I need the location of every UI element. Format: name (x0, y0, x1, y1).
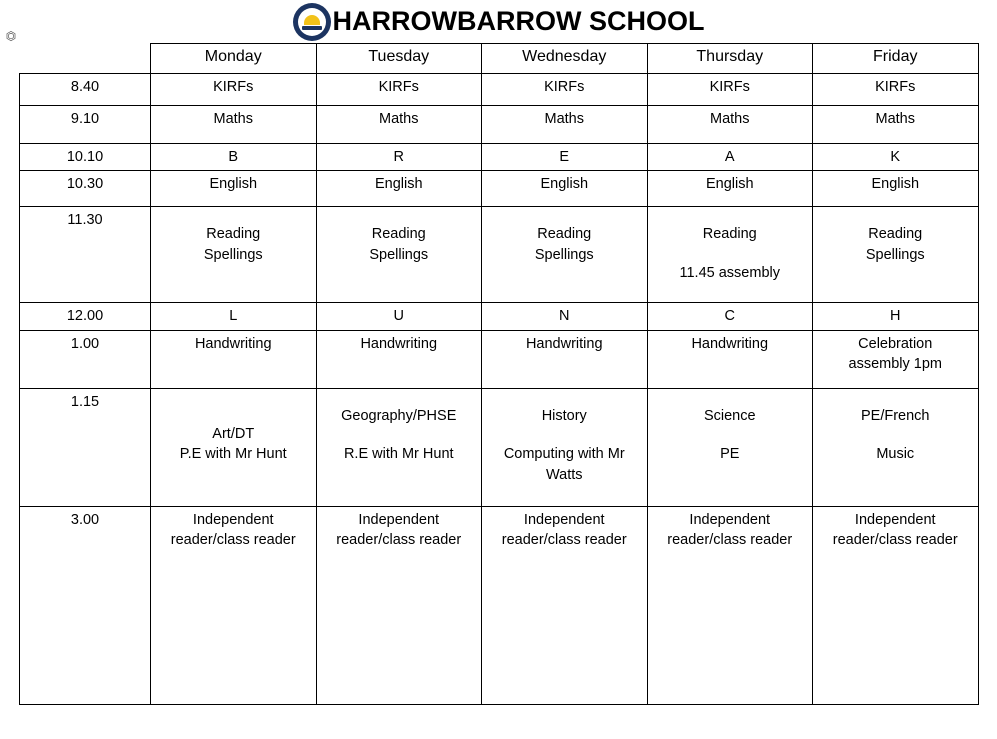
cell-text-line: History (541, 407, 587, 424)
timetable-cell[interactable] (151, 207, 317, 303)
timetable-header-row (20, 44, 979, 74)
timetable-row (20, 105, 979, 143)
cell-content (652, 210, 809, 283)
cell-content (155, 77, 312, 98)
cell-text-line: H (890, 308, 901, 325)
cell-text-line: KIRFs (378, 78, 419, 95)
cell-content (817, 109, 974, 130)
cell-text-line: Computing with Mr Watts (503, 446, 625, 484)
cell-text-line: Geography/PHSE (341, 407, 457, 424)
timetable-row (20, 506, 979, 704)
timetable-cell[interactable] (647, 73, 813, 105)
timetable-cell[interactable] (482, 143, 648, 171)
cell-text-line: P.E with Mr Hunt (179, 446, 287, 463)
cell-text-line: C (724, 308, 735, 325)
cell-text-line: Reading (702, 226, 757, 243)
cell-text-line: L (229, 308, 238, 325)
time-slot-label: 11.30 (20, 207, 151, 303)
document-header (0, 0, 997, 43)
timetable-cell[interactable] (151, 330, 317, 388)
timetable-cell[interactable] (647, 303, 813, 331)
cell-content (486, 334, 643, 355)
cell-text-line: English (540, 176, 589, 193)
timetable-cell[interactable] (482, 330, 648, 388)
cell-text-line: Independent reader/class reader (336, 511, 462, 549)
timetable-row (20, 330, 979, 388)
cell-content (321, 109, 478, 130)
day-header-friday: Friday (813, 44, 979, 74)
cell-content (321, 510, 478, 551)
timetable-cell[interactable] (482, 506, 648, 704)
cell-text-line: Independent reader/class reader (170, 511, 296, 549)
cell-spacer (817, 426, 974, 444)
cell-text-line: KIRFs (709, 78, 750, 95)
timetable-cell[interactable] (316, 330, 482, 388)
cell-content (486, 210, 643, 265)
day-header-tuesday: Tuesday (316, 44, 482, 74)
cell-text-line: K (890, 148, 901, 165)
cell-content (652, 174, 809, 195)
timetable-cell[interactable] (647, 388, 813, 506)
timetable-cell[interactable] (813, 388, 979, 506)
cell-content (321, 174, 478, 195)
time-slot-label: 1.15 (20, 388, 151, 506)
timetable-cell[interactable] (813, 506, 979, 704)
cell-content (321, 147, 478, 168)
timetable-corner-cell (20, 44, 151, 74)
cell-text-line: English (871, 176, 920, 193)
table-move-handle-icon[interactable]: ⏣ (5, 29, 17, 43)
cell-text-line: Maths (379, 110, 419, 127)
timetable-cell[interactable] (647, 506, 813, 704)
cell-text-line: U (393, 308, 404, 325)
timetable-cell[interactable] (316, 105, 482, 143)
timetable-cell[interactable] (647, 330, 813, 388)
day-header-thursday: Thursday (647, 44, 813, 74)
time-slot-label: 8.40 (20, 73, 151, 105)
timetable-cell[interactable] (647, 171, 813, 207)
timetable-row (20, 143, 979, 171)
timetable-row (20, 73, 979, 105)
cell-text-line: KIRFs (875, 78, 916, 95)
timetable-cell[interactable] (482, 207, 648, 303)
timetable-cell[interactable] (813, 143, 979, 171)
day-header-wednesday: Wednesday (482, 44, 648, 74)
timetable-cell[interactable] (151, 73, 317, 105)
cell-text-line: Maths (710, 110, 750, 127)
cell-text-line: PE (720, 446, 740, 463)
timetable-cell[interactable] (316, 388, 482, 506)
time-slot-label: 9.10 (20, 105, 151, 143)
cell-text-line: N (559, 308, 570, 325)
cell-text-line: Reading (206, 226, 261, 243)
timetable-cell[interactable] (316, 506, 482, 704)
timetable-cell[interactable] (316, 303, 482, 331)
cell-content (486, 77, 643, 98)
cell-text-line: KIRFs (544, 78, 585, 95)
cell-content (155, 147, 312, 168)
cell-spacer (155, 406, 312, 424)
time-slot-label: 10.30 (20, 171, 151, 207)
cell-text-line: Spellings (369, 246, 429, 263)
timetable-cell[interactable] (647, 105, 813, 143)
cell-text-line: Independent reader/class reader (667, 511, 793, 549)
cell-text-line: assembly 1pm (848, 356, 942, 373)
timetable-cell[interactable] (151, 171, 317, 207)
cell-content (321, 210, 478, 265)
timetable-row (20, 207, 979, 303)
cell-content (652, 306, 809, 327)
cell-content (652, 510, 809, 551)
timetable-cell[interactable] (316, 207, 482, 303)
cell-text-line: 11.45 assembly (679, 264, 780, 281)
timetable-body (20, 73, 979, 704)
cell-content (155, 306, 312, 327)
cell-text-line: E (559, 148, 570, 165)
day-header-monday: Monday (151, 44, 317, 74)
cell-text-line: B (228, 148, 239, 165)
cell-text-line: Science (703, 407, 756, 424)
cell-content (321, 392, 478, 465)
cell-text-line: Celebration (858, 335, 933, 352)
cell-text-line: R (393, 148, 404, 165)
cell-content (486, 306, 643, 327)
cell-spacer (486, 426, 643, 444)
cell-content (652, 109, 809, 130)
cell-text-line: Spellings (203, 246, 263, 263)
cell-text-line: A (724, 148, 735, 165)
cell-text-line: Music (876, 446, 915, 463)
cell-text-line: Reading (537, 226, 592, 243)
cell-content (817, 210, 974, 265)
cell-content (155, 392, 312, 465)
cell-content (817, 510, 974, 551)
cell-text-line: KIRFs (213, 78, 254, 95)
cell-spacer (321, 426, 478, 444)
time-slot-label: 10.10 (20, 143, 151, 171)
timetable-cell[interactable] (151, 388, 317, 506)
timetable-cell[interactable] (813, 171, 979, 207)
cell-content (817, 174, 974, 195)
cell-content (155, 109, 312, 130)
timetable-cell[interactable] (316, 171, 482, 207)
cell-spacer (652, 426, 809, 444)
school-name-title: HARROWBARROW SCHOOL (332, 6, 705, 36)
timetable-cell[interactable] (151, 105, 317, 143)
cell-content (486, 174, 643, 195)
cell-text-line: Spellings (865, 246, 925, 263)
timetable-row (20, 303, 979, 331)
cell-content (652, 147, 809, 168)
timetable-cell[interactable] (151, 303, 317, 331)
timetable-cell[interactable] (316, 143, 482, 171)
timetable-cell[interactable] (482, 303, 648, 331)
cell-content (321, 306, 478, 327)
cell-text-line: R.E with Mr Hunt (343, 446, 454, 463)
cell-content (817, 77, 974, 98)
cell-content (321, 334, 478, 355)
timetable-cell[interactable] (151, 506, 317, 704)
cell-text-line: Handwriting (691, 335, 769, 352)
cell-content (652, 334, 809, 355)
cell-text-line: Independent reader/class reader (501, 511, 627, 549)
cell-content (486, 109, 643, 130)
timetable-cell[interactable] (482, 73, 648, 105)
cell-text-line: Handwriting (194, 335, 272, 352)
cell-text-line: Independent reader/class reader (832, 511, 958, 549)
cell-content (652, 392, 809, 465)
cell-text-line: Maths (213, 110, 253, 127)
cell-content (155, 334, 312, 355)
cell-content (321, 77, 478, 98)
cell-content (155, 174, 312, 195)
timetable-cell[interactable] (813, 303, 979, 331)
cell-text-line: Handwriting (360, 335, 438, 352)
cell-content (652, 77, 809, 98)
timetable-cell[interactable] (813, 330, 979, 388)
timetable-cell[interactable] (316, 73, 482, 105)
cell-content (817, 306, 974, 327)
timetable-cell[interactable] (813, 105, 979, 143)
cell-content (486, 147, 643, 168)
timetable-cell[interactable] (813, 73, 979, 105)
cell-text-line: Art/DT (212, 425, 255, 442)
timetable-row (20, 171, 979, 207)
time-slot-label: 1.00 (20, 330, 151, 388)
timetable-cell[interactable] (647, 143, 813, 171)
cell-text-line: Handwriting (525, 335, 603, 352)
school-crest-icon (293, 3, 331, 41)
cell-text-line: Reading (868, 226, 923, 243)
time-slot-label: 12.00 (20, 303, 151, 331)
cell-content (155, 210, 312, 265)
cell-text-line: Spellings (534, 246, 594, 263)
cell-text-line: Maths (875, 110, 915, 127)
weekly-timetable (19, 43, 979, 705)
cell-text-line: PE/French (861, 407, 930, 424)
time-slot-label: 3.00 (20, 506, 151, 704)
cell-spacer (652, 245, 809, 263)
timetable-cell[interactable] (482, 171, 648, 207)
timetable-cell[interactable] (813, 207, 979, 303)
timetable-cell[interactable] (482, 105, 648, 143)
cell-content (817, 147, 974, 168)
timetable-cell[interactable] (482, 388, 648, 506)
cell-text-line: Reading (371, 226, 426, 243)
cell-text-line: English (374, 176, 423, 193)
cell-content (155, 510, 312, 551)
timetable-cell[interactable] (151, 143, 317, 171)
timetable-row (20, 388, 979, 506)
cell-text-line: English (209, 176, 258, 193)
cell-content (817, 392, 974, 465)
cell-content (486, 392, 643, 486)
cell-text-line: English (705, 176, 754, 193)
cell-content (486, 510, 643, 551)
cell-content (817, 334, 974, 375)
timetable-cell[interactable] (647, 207, 813, 303)
cell-text-line: Maths (544, 110, 584, 127)
timetable-container (19, 43, 978, 705)
